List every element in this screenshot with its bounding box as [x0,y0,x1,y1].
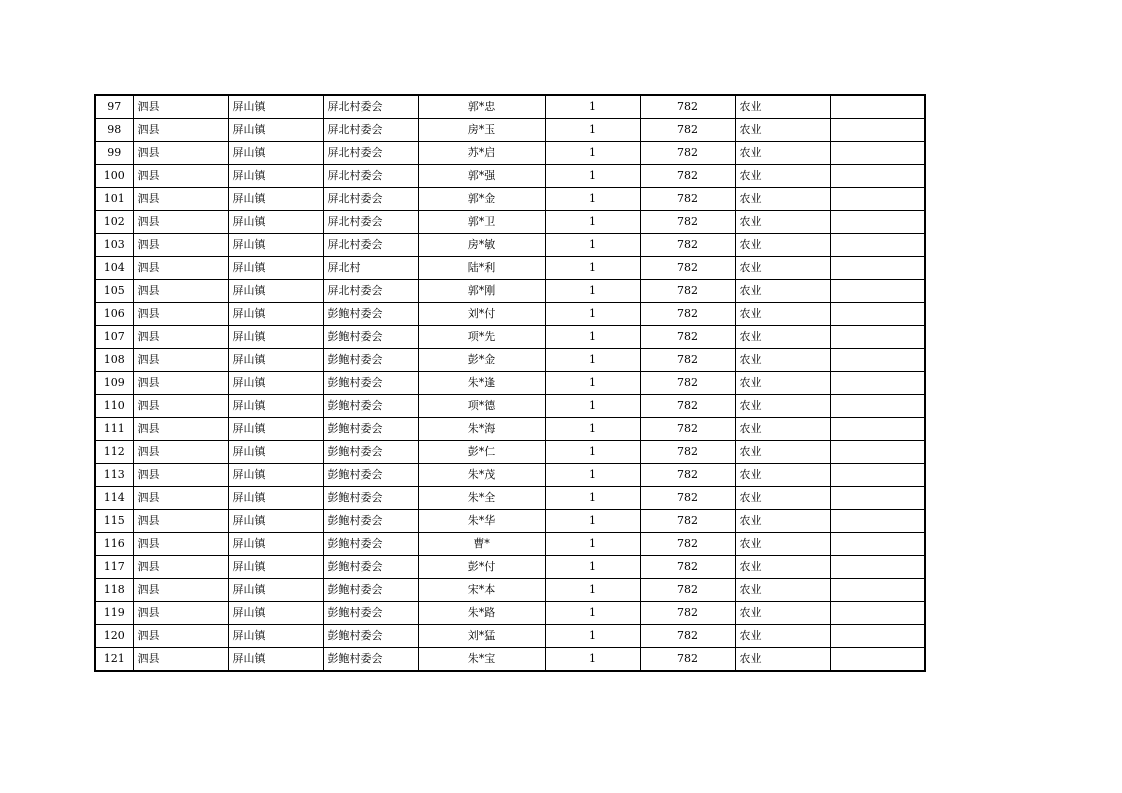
cell-town: 屏山镇 [228,303,323,326]
cell-note [830,487,925,510]
cell-name: 苏*启 [418,142,545,165]
table-row [95,556,925,579]
table-row [95,280,925,303]
cell-note [830,533,925,556]
cell-row-number: 120 [95,625,133,648]
cell-name: 房*玉 [418,119,545,142]
cell-village: 彭鲍村委会 [323,349,418,372]
cell-type: 农业 [735,395,830,418]
cell-count: 1 [545,464,640,487]
cell-type: 农业 [735,188,830,211]
cell-row-number: 111 [95,418,133,441]
cell-row-number: 99 [95,142,133,165]
cell-village: 屏北村委会 [323,211,418,234]
table-row [95,188,925,211]
cell-village: 屏北村委会 [323,188,418,211]
cell-village: 屏北村委会 [323,95,418,119]
cell-amount: 782 [640,211,735,234]
cell-row-number: 114 [95,487,133,510]
cell-note [830,95,925,119]
cell-type: 农业 [735,95,830,119]
cell-row-number: 119 [95,602,133,625]
cell-count: 1 [545,648,640,672]
cell-type: 农业 [735,464,830,487]
cell-village: 彭鲍村委会 [323,418,418,441]
cell-note [830,257,925,280]
cell-county: 泗县 [133,487,228,510]
table-row [95,395,925,418]
cell-note [830,648,925,672]
cell-town: 屏山镇 [228,395,323,418]
cell-row-number: 103 [95,234,133,257]
cell-county: 泗县 [133,119,228,142]
cell-amount: 782 [640,372,735,395]
cell-town: 屏山镇 [228,257,323,280]
cell-type: 农业 [735,280,830,303]
cell-note [830,165,925,188]
cell-county: 泗县 [133,142,228,165]
cell-count: 1 [545,533,640,556]
cell-village: 屏北村委会 [323,234,418,257]
cell-amount: 782 [640,510,735,533]
cell-row-number: 106 [95,303,133,326]
table-row [95,372,925,395]
cell-town: 屏山镇 [228,372,323,395]
table-row [95,119,925,142]
recipient-table [94,94,926,672]
cell-village: 彭鲍村委会 [323,533,418,556]
cell-amount: 782 [640,349,735,372]
cell-note [830,441,925,464]
cell-village: 屏北村委会 [323,165,418,188]
table-row [95,349,925,372]
cell-amount: 782 [640,234,735,257]
cell-count: 1 [545,556,640,579]
cell-county: 泗县 [133,234,228,257]
cell-amount: 782 [640,533,735,556]
cell-note [830,510,925,533]
cell-name: 朱*茂 [418,464,545,487]
cell-town: 屏山镇 [228,579,323,602]
cell-town: 屏山镇 [228,280,323,303]
cell-note [830,142,925,165]
cell-county: 泗县 [133,602,228,625]
cell-name: 项*先 [418,326,545,349]
cell-row-number: 110 [95,395,133,418]
table-row [95,625,925,648]
cell-row-number: 105 [95,280,133,303]
cell-note [830,579,925,602]
cell-town: 屏山镇 [228,418,323,441]
cell-town: 屏山镇 [228,625,323,648]
cell-village: 彭鲍村委会 [323,556,418,579]
cell-name: 彭*付 [418,556,545,579]
cell-amount: 782 [640,395,735,418]
cell-name: 刘*猛 [418,625,545,648]
cell-county: 泗县 [133,395,228,418]
cell-county: 泗县 [133,418,228,441]
cell-note [830,326,925,349]
cell-county: 泗县 [133,188,228,211]
table-row [95,579,925,602]
cell-county: 泗县 [133,372,228,395]
cell-village: 彭鲍村委会 [323,441,418,464]
cell-name: 曹* [418,533,545,556]
cell-name: 项*德 [418,395,545,418]
cell-note [830,556,925,579]
cell-county: 泗县 [133,349,228,372]
cell-amount: 782 [640,602,735,625]
table-row [95,441,925,464]
table-row [95,533,925,556]
cell-county: 泗县 [133,211,228,234]
cell-county: 泗县 [133,326,228,349]
cell-type: 农业 [735,349,830,372]
table-row [95,257,925,280]
cell-village: 屏北村委会 [323,119,418,142]
cell-county: 泗县 [133,556,228,579]
cell-type: 农业 [735,441,830,464]
cell-village: 屏北村委会 [323,280,418,303]
cell-amount: 782 [640,280,735,303]
table-row [95,211,925,234]
cell-town: 屏山镇 [228,510,323,533]
table-row [95,487,925,510]
cell-type: 农业 [735,579,830,602]
cell-county: 泗县 [133,303,228,326]
cell-row-number: 115 [95,510,133,533]
cell-type: 农业 [735,142,830,165]
table-row [95,234,925,257]
cell-type: 农业 [735,234,830,257]
cell-name: 郭*强 [418,165,545,188]
cell-town: 屏山镇 [228,349,323,372]
cell-county: 泗县 [133,510,228,533]
cell-county: 泗县 [133,257,228,280]
cell-name: 朱*全 [418,487,545,510]
cell-amount: 782 [640,95,735,119]
cell-name: 房*敏 [418,234,545,257]
cell-type: 农业 [735,303,830,326]
cell-count: 1 [545,625,640,648]
cell-type: 农业 [735,211,830,234]
cell-count: 1 [545,510,640,533]
table-row [95,418,925,441]
cell-county: 泗县 [133,648,228,672]
cell-village: 彭鲍村委会 [323,510,418,533]
cell-count: 1 [545,95,640,119]
cell-name: 朱*宝 [418,648,545,672]
cell-amount: 782 [640,165,735,188]
cell-note [830,280,925,303]
cell-name: 朱*逢 [418,372,545,395]
cell-town: 屏山镇 [228,556,323,579]
cell-row-number: 117 [95,556,133,579]
cell-town: 屏山镇 [228,441,323,464]
cell-name: 刘*付 [418,303,545,326]
cell-note [830,625,925,648]
cell-village: 彭鲍村委会 [323,625,418,648]
cell-count: 1 [545,280,640,303]
cell-town: 屏山镇 [228,188,323,211]
cell-amount: 782 [640,579,735,602]
cell-county: 泗县 [133,165,228,188]
cell-row-number: 109 [95,372,133,395]
cell-name: 朱*海 [418,418,545,441]
cell-note [830,188,925,211]
cell-county: 泗县 [133,95,228,119]
cell-amount: 782 [640,556,735,579]
cell-county: 泗县 [133,533,228,556]
cell-village: 彭鲍村委会 [323,602,418,625]
cell-type: 农业 [735,326,830,349]
cell-row-number: 100 [95,165,133,188]
cell-amount: 782 [640,441,735,464]
cell-amount: 782 [640,326,735,349]
cell-village: 彭鲍村委会 [323,395,418,418]
cell-county: 泗县 [133,579,228,602]
recipient-table-container [94,94,926,672]
cell-village: 彭鲍村委会 [323,303,418,326]
table-row [95,464,925,487]
cell-note [830,464,925,487]
cell-row-number: 102 [95,211,133,234]
cell-row-number: 116 [95,533,133,556]
cell-name: 郭*忠 [418,95,545,119]
cell-type: 农业 [735,648,830,672]
cell-row-number: 108 [95,349,133,372]
cell-name: 郭*刚 [418,280,545,303]
cell-count: 1 [545,257,640,280]
cell-village: 彭鲍村委会 [323,326,418,349]
cell-amount: 782 [640,625,735,648]
cell-row-number: 104 [95,257,133,280]
cell-note [830,119,925,142]
cell-type: 农业 [735,602,830,625]
cell-count: 1 [545,602,640,625]
cell-type: 农业 [735,625,830,648]
cell-count: 1 [545,349,640,372]
cell-village: 彭鲍村委会 [323,648,418,672]
cell-village: 屏北村 [323,257,418,280]
cell-county: 泗县 [133,441,228,464]
cell-count: 1 [545,211,640,234]
table-row [95,165,925,188]
cell-amount: 782 [640,257,735,280]
table-row [95,95,925,119]
cell-note [830,372,925,395]
cell-type: 农业 [735,556,830,579]
cell-town: 屏山镇 [228,119,323,142]
cell-count: 1 [545,303,640,326]
cell-name: 郭*金 [418,188,545,211]
cell-amount: 782 [640,188,735,211]
cell-row-number: 98 [95,119,133,142]
cell-town: 屏山镇 [228,648,323,672]
table-body [95,95,925,671]
cell-count: 1 [545,372,640,395]
cell-town: 屏山镇 [228,326,323,349]
cell-town: 屏山镇 [228,211,323,234]
cell-name: 彭*仁 [418,441,545,464]
cell-count: 1 [545,165,640,188]
cell-count: 1 [545,119,640,142]
cell-note [830,234,925,257]
cell-note [830,211,925,234]
cell-row-number: 113 [95,464,133,487]
cell-row-number: 97 [95,95,133,119]
table-row [95,142,925,165]
cell-count: 1 [545,579,640,602]
cell-count: 1 [545,418,640,441]
cell-count: 1 [545,188,640,211]
cell-amount: 782 [640,303,735,326]
cell-count: 1 [545,487,640,510]
cell-village: 彭鲍村委会 [323,464,418,487]
cell-row-number: 121 [95,648,133,672]
cell-count: 1 [545,142,640,165]
cell-amount: 782 [640,487,735,510]
cell-name: 朱*路 [418,602,545,625]
cell-row-number: 118 [95,579,133,602]
cell-type: 农业 [735,533,830,556]
cell-name: 陆*利 [418,257,545,280]
cell-type: 农业 [735,418,830,441]
cell-amount: 782 [640,648,735,672]
cell-type: 农业 [735,487,830,510]
cell-note [830,418,925,441]
cell-type: 农业 [735,119,830,142]
cell-name: 宋*本 [418,579,545,602]
cell-town: 屏山镇 [228,142,323,165]
table-row [95,648,925,672]
cell-note [830,303,925,326]
cell-town: 屏山镇 [228,602,323,625]
cell-county: 泗县 [133,625,228,648]
cell-amount: 782 [640,464,735,487]
cell-village: 屏北村委会 [323,142,418,165]
cell-town: 屏山镇 [228,234,323,257]
cell-village: 彭鲍村委会 [323,579,418,602]
cell-county: 泗县 [133,280,228,303]
cell-count: 1 [545,326,640,349]
cell-count: 1 [545,441,640,464]
cell-row-number: 107 [95,326,133,349]
cell-amount: 782 [640,119,735,142]
cell-name: 朱*华 [418,510,545,533]
cell-note [830,395,925,418]
cell-town: 屏山镇 [228,487,323,510]
table-row [95,602,925,625]
cell-note [830,602,925,625]
cell-village: 彭鲍村委会 [323,372,418,395]
cell-village: 彭鲍村委会 [323,487,418,510]
cell-town: 屏山镇 [228,464,323,487]
table-row [95,326,925,349]
cell-amount: 782 [640,418,735,441]
cell-count: 1 [545,234,640,257]
cell-name: 郭*卫 [418,211,545,234]
cell-note [830,349,925,372]
cell-type: 农业 [735,257,830,280]
cell-town: 屏山镇 [228,533,323,556]
cell-amount: 782 [640,142,735,165]
cell-name: 彭*金 [418,349,545,372]
table-row [95,510,925,533]
cell-type: 农业 [735,510,830,533]
cell-row-number: 101 [95,188,133,211]
cell-town: 屏山镇 [228,95,323,119]
cell-row-number: 112 [95,441,133,464]
table-row [95,303,925,326]
cell-type: 农业 [735,372,830,395]
cell-town: 屏山镇 [228,165,323,188]
cell-type: 农业 [735,165,830,188]
cell-county: 泗县 [133,464,228,487]
cell-count: 1 [545,395,640,418]
